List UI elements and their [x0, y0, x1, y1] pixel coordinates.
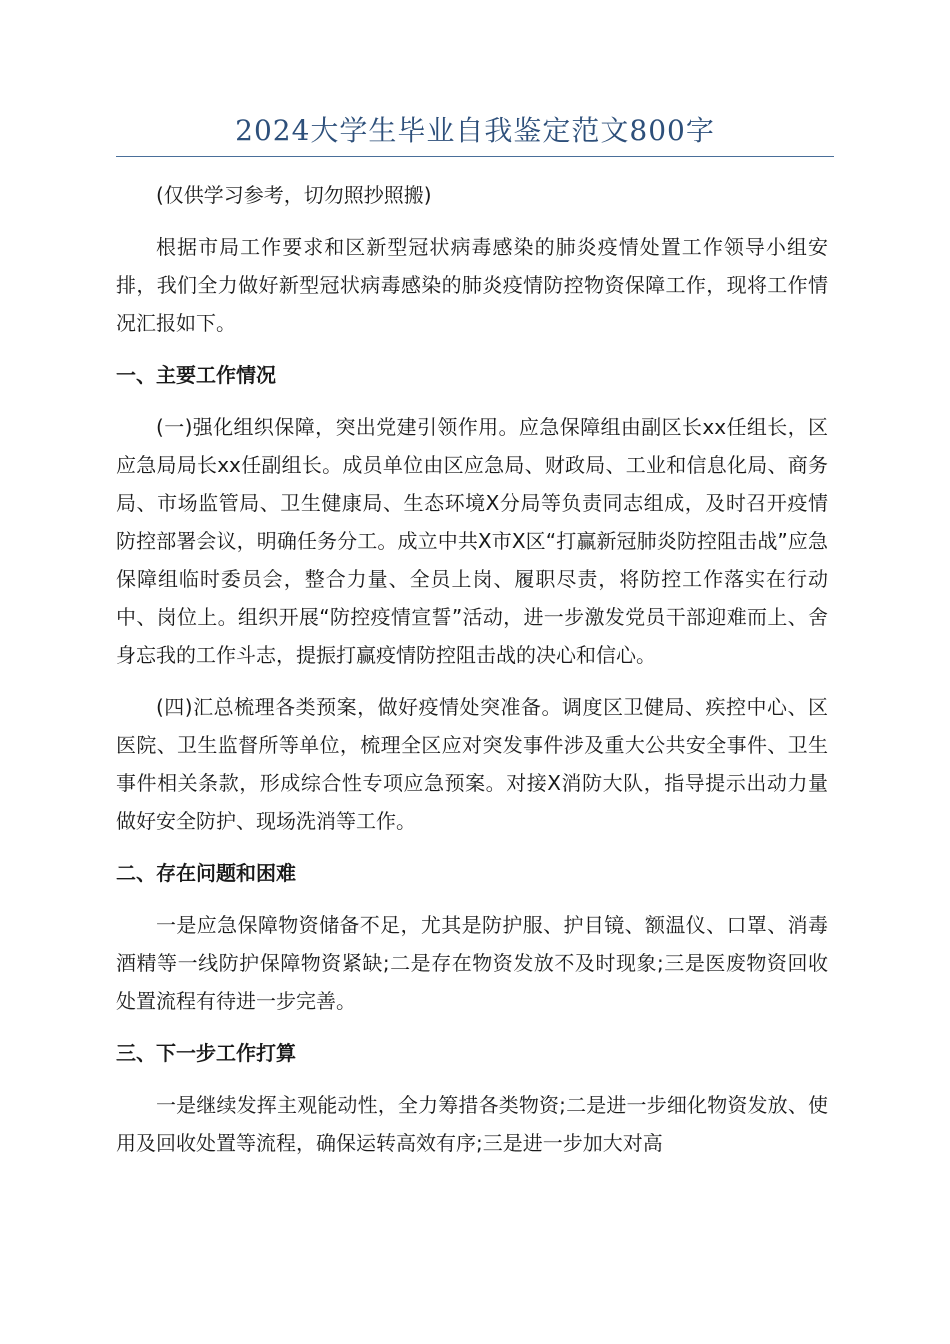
section-heading-next-steps: 三、下一步工作打算	[116, 1041, 296, 1065]
section-heading-problems: 二、存在问题和困难	[116, 861, 296, 885]
reference-note: (仅供学习参考，切勿照抄照搬)	[156, 183, 432, 207]
intro-paragraph: 根据市局工作要求和区新型冠状病毒感染的肺炎疫情处置工作领导小组安排，我们全力做好新型冠状病毒感染的肺炎疫情防控物资保障工作，现将工作情况汇报如下。	[116, 235, 828, 335]
paragraph-organization: (一)强化组织保障，突出党建引领作用。应急保障组由副区长xx任组长，区应急局局长xx任副组长。成员单位由区应急局、财政局、工业和信息化局、商务局、市场监管局、卫生健康局、生态环境X分局等负责同志组成，及时召开疫情防控部署会议，明确任务分工。成立中共X市X区“打赢新冠肺炎防控阻击战”应急保障组临时委员会，整合力量、全员上岗、履职尽责，将防控工作落实在行动中、岗位上。组织开展“防控疫情宣誓”活动，进一步激发党员干部迎难而上、舍身忘我的工作斗志，提振打赢疫情防控阻击战的决心和信心。	[116, 415, 828, 667]
paragraph-plans: (四)汇总梳理各类预案，做好疫情处突准备。调度区卫健局、疾控中心、区医院、卫生监督所等单位，梳理全区应对突发事件涉及重大公共安全事件、卫生事件相关条款，形成综合性专项应急预案。对接X消防大队，指导提示出动力量做好安全防护、现场洗消等工作。	[116, 695, 828, 833]
title-block	[116, 112, 834, 157]
document-body	[116, 176, 828, 1176]
section-heading-main-work: 一、主要工作情况	[116, 363, 276, 387]
paragraph-problems: 一是应急保障物资储备不足，尤其是防护服、护目镜、额温仪、口罩、消毒酒精等一线防护保障物资紧缺;二是存在物资发放不及时现象;三是医废物资回收处置流程有待进一步完善。	[116, 913, 828, 1013]
paragraph-next-steps: 一是继续发挥主观能动性，全力筹措各类物资;二是进一步细化物资发放、使用及回收处置等流程，确保运转高效有序;三是进一步加大对高	[116, 1093, 828, 1155]
document-title: 2024大学生毕业自我鉴定范文800字	[235, 114, 715, 147]
